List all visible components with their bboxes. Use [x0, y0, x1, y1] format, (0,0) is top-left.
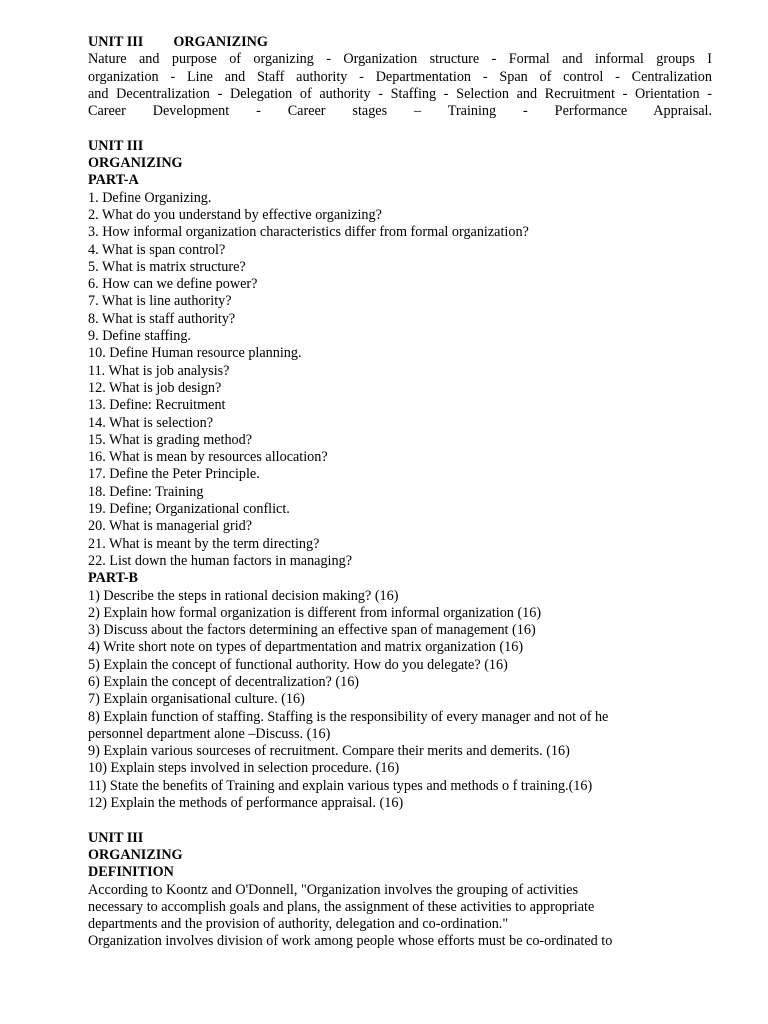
- part-a-question: 9. Define staffing.: [88, 328, 191, 345]
- part-a-question: 8. What is staff authority?: [88, 310, 236, 327]
- part-b-question: 4) Write short note on types of departmentation and matrix organization (16): [88, 639, 524, 656]
- part-a-question: 1. Define Organizing.: [88, 189, 212, 206]
- part-b-question: 6) Explain the concept of decentralization? (16): [88, 673, 360, 690]
- part-a-question: 19. Define; Organizational conflict.: [88, 501, 290, 518]
- part-b-question: 2) Explain how formal organization is different from informal organization (16): [88, 604, 542, 621]
- part-a-question: 5. What is matrix structure?: [88, 258, 246, 275]
- part-a-question: 12. What is job design?: [88, 379, 222, 396]
- part-a-question: 21. What is meant by the term directing?: [88, 535, 320, 552]
- part-a-question: 22. List down the human factors in managing?: [88, 552, 352, 569]
- part-a-question: 14. What is selection?: [88, 414, 214, 431]
- part-a-question: 18. Define: Training: [88, 483, 204, 500]
- part-a-question: 16. What is mean by resources allocation?: [88, 449, 328, 466]
- part-b-question: 5) Explain the concept of functional authority. How do you delegate? (16): [88, 656, 508, 673]
- syllabus-line-1: Nature and purpose of organizing - Organization structure - Formal and informal groups I: [88, 51, 712, 68]
- definition-line-3: departments and the provision of authority, delegation and co-ordination.": [88, 916, 509, 933]
- syllabus-title: ORGANIZING: [173, 34, 268, 50]
- part-a-question: 15. What is grading method?: [88, 431, 253, 448]
- questions-unit: UNIT III: [88, 137, 144, 154]
- definition-unit: UNIT III: [88, 829, 144, 846]
- part-b-question: 10) Explain steps involved in selection procedure. (16): [88, 760, 400, 777]
- document-page: [88, 34, 712, 951]
- part-a-question: 7. What is line authority?: [88, 293, 232, 310]
- part-a-question: 3. How informal organization characteristics differ from formal organization?: [88, 224, 529, 241]
- definition-label: DEFINITION: [88, 864, 174, 881]
- part-b-question: 1) Describe the steps in rational decision making? (16): [88, 587, 399, 604]
- syllabus-unit: UNIT III: [88, 34, 144, 50]
- syllabus-line-3: and Decentralization - Delegation of authority - Staffing - Selection and Recruitment - Orientation -: [88, 85, 712, 102]
- part-b-question-continued: personnel department alone –Discuss. (16): [88, 725, 331, 742]
- part-a-question: 13. Define: Recruitment: [88, 397, 226, 414]
- definition-line-1: According to Koontz and O'Donnell, "Organization involves the grouping of activities: [88, 881, 578, 898]
- part-b-question: 7) Explain organisational culture. (16): [88, 691, 305, 708]
- definition-title: ORGANIZING: [88, 846, 183, 863]
- part-a-question: 20. What is managerial grid?: [88, 518, 253, 535]
- questions-title: ORGANIZING: [88, 155, 183, 172]
- part-a-question: 4. What is span control?: [88, 241, 226, 258]
- part-b-question: 11) State the benefits of Training and explain various types and methods o f training.(16): [88, 777, 593, 794]
- part-a-question: 6. How can we define power?: [88, 276, 258, 293]
- definition-line-2: necessary to accomplish goals and plans, the assignment of these activities to appropriate: [88, 898, 595, 915]
- part-b-label: PART-B: [88, 570, 138, 587]
- part-b-question: 3) Discuss about the factors determining an effective span of management (16): [88, 622, 536, 639]
- part-a-question: 11. What is job analysis?: [88, 362, 230, 379]
- part-a-question: 17. Define the Peter Principle.: [88, 466, 260, 483]
- definition-line-4: Organization involves division of work among people whose efforts must be co-ordinated to: [88, 933, 613, 950]
- part-a-list: [88, 190, 712, 571]
- part-b-list: [88, 588, 712, 813]
- syllabus-line-2: organization - Line and Staff authority - Departmentation - Span of control - Centralization: [88, 68, 712, 85]
- part-b-question: 8) Explain function of staffing. Staffing is the responsibility of every manager and not of he: [88, 708, 609, 725]
- part-a-label: PART-A: [88, 172, 139, 189]
- part-a-question: 10. Define Human resource planning.: [88, 345, 302, 362]
- part-a-question: 2. What do you understand by effective organizing?: [88, 206, 382, 223]
- part-b-question: 9) Explain various sourceses of recruitment. Compare their merits and demerits. (16): [88, 743, 570, 760]
- syllabus-line-4: Career Development - Career stages – Training - Performance Appraisal.: [88, 103, 712, 120]
- part-b-question: 12) Explain the methods of performance appraisal. (16): [88, 795, 404, 812]
- syllabus-heading: [88, 34, 712, 51]
